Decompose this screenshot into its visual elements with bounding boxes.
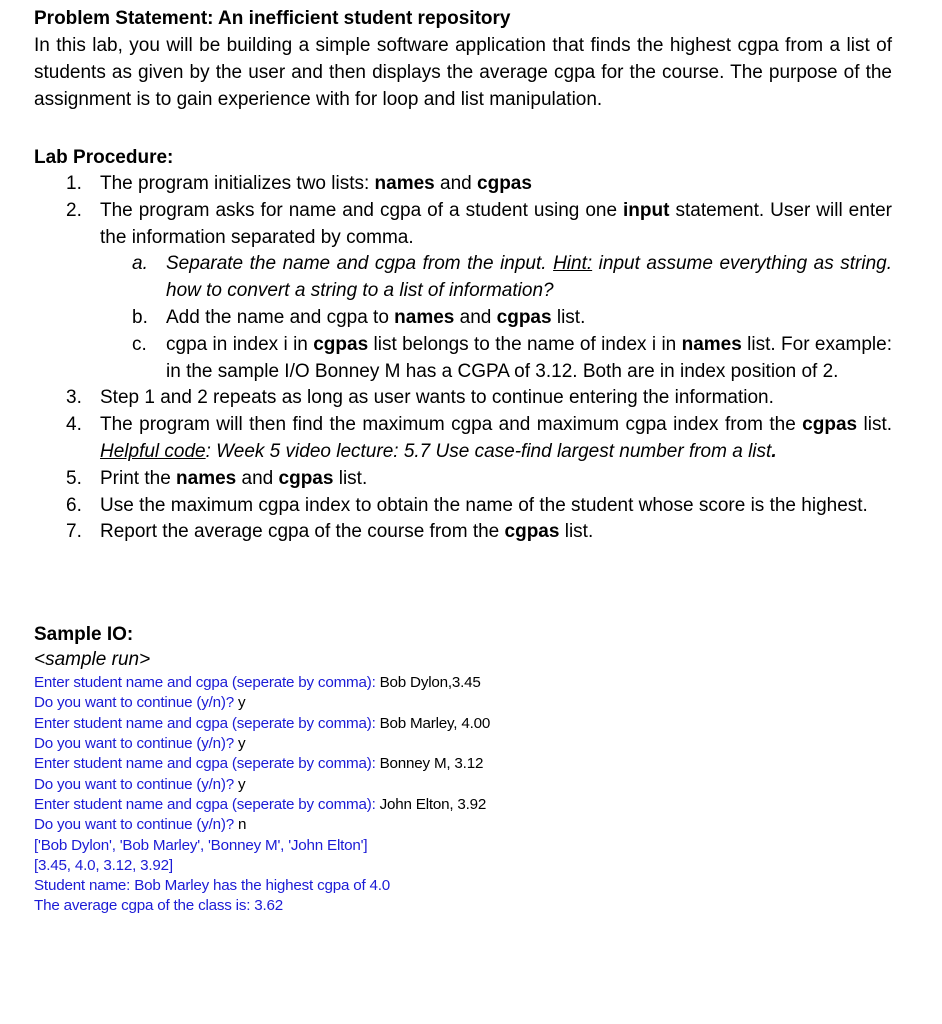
step-text: Step 1 and 2 repeats as long as user wants to continue entering the information.	[100, 387, 774, 409]
step-text: list.	[857, 414, 892, 436]
bold-term: input	[623, 199, 670, 221]
bold-term: cgpas	[477, 173, 532, 194]
bold-term: names	[374, 173, 435, 194]
step-2-substeps	[100, 251, 892, 385]
step-text: list.	[333, 467, 368, 489]
substep-text: cgpa in index i in	[166, 333, 314, 355]
io-answer: y	[238, 775, 246, 793]
io-answer: y	[238, 694, 246, 712]
step-4	[34, 412, 892, 466]
problem-text: In this lab, you will be building a simple software application that finds the highest cgpa from a list of students as given by the user and then displays the average cgpa for the course. The purpose of the assignment is to gain experience with for loop and list manipulation.	[34, 35, 892, 110]
substep-text: and	[454, 306, 497, 328]
io-output: ['Bob Dylon', 'Bob Marley', 'Bonney M', 'John Elton']	[34, 836, 368, 854]
substep-number: a.	[132, 253, 148, 275]
io-output: [3.45, 4.0, 3.12, 3.92]	[34, 856, 173, 874]
io-line	[34, 876, 892, 896]
bold-term: names	[681, 333, 742, 355]
io-prompt: Enter student name and cgpa (seperate by comma):	[34, 795, 380, 813]
procedure-list	[34, 171, 892, 546]
substep-text: Add the name and cgpa to	[166, 306, 395, 328]
step-text: .	[771, 440, 777, 462]
bold-term: names	[176, 467, 237, 489]
step-text: : Week 5 video lecture: 5.7 Use case-find largest number from a list	[205, 440, 772, 462]
substep-text: Separate the name and cgpa from the input.	[166, 253, 554, 275]
io-answer: John Elton, 3.92	[379, 795, 487, 813]
substep-number: c.	[132, 333, 147, 355]
substep-c	[100, 332, 892, 386]
io-prompt: Do you want to continue (y/n)?	[34, 775, 239, 793]
io-line	[34, 754, 892, 774]
substep-a	[100, 251, 892, 305]
io-answer: Bob Marley, 4.00	[379, 714, 491, 732]
step-text: list.	[559, 521, 594, 543]
hint-label: Hint:	[553, 253, 593, 275]
bold-term: cgpas	[313, 333, 369, 355]
step-number: 2.	[66, 199, 82, 221]
step-text: and	[434, 173, 478, 194]
io-line	[34, 836, 892, 856]
io-line	[34, 693, 892, 713]
io-output: Student name: Bob Marley has the highest cgpa of 4.0	[34, 877, 391, 895]
io-prompt: Do you want to continue (y/n)?	[34, 694, 239, 712]
step-7	[34, 519, 892, 546]
document-page	[34, 6, 892, 917]
lab-procedure-title: Lab Procedure:	[34, 147, 174, 168]
step-6	[34, 493, 892, 520]
step-3	[34, 385, 892, 412]
io-prompt: Enter student name and cgpa (seperate by comma):	[34, 714, 380, 732]
sample-io-title: Sample IO:	[34, 624, 134, 646]
substep-text: input assume everything as string. how to convert a string to a list of information?	[166, 253, 892, 302]
sample-io-console	[34, 673, 892, 917]
step-text: The program will then find the maximum cgpa and maximum cgpa index from the	[100, 414, 803, 436]
problem-title: Problem Statement: An inefficient student repository	[34, 8, 511, 29]
step-number: 4.	[66, 414, 82, 436]
sample-run-label: <sample run>	[34, 649, 151, 671]
substep-number: b.	[132, 306, 148, 328]
io-answer: y	[238, 735, 246, 753]
substep-text: list.	[551, 306, 586, 328]
substep-text: list. For example: in the sample I/O Bonney M has a CGPA of 3.12. Both are in index position of 2.	[166, 333, 892, 382]
io-answer: Bob Dylon,3.45	[379, 674, 481, 692]
io-prompt: Do you want to continue (y/n)?	[34, 735, 239, 753]
bold-term: names	[394, 306, 455, 328]
io-line	[34, 673, 892, 693]
step-text: statement. User will enter the information separated by comma.	[100, 199, 892, 248]
step-text: The program initializes two lists:	[100, 173, 375, 194]
step-number: 1.	[66, 173, 82, 194]
step-5	[34, 466, 892, 493]
bold-term: cgpas	[278, 467, 334, 489]
step-2	[34, 198, 892, 386]
io-line	[34, 795, 892, 815]
step-number: 7.	[66, 521, 82, 543]
bold-term: cgpas	[496, 306, 552, 328]
step-number: 5.	[66, 467, 82, 489]
substep-text: list belongs to the name of index i in	[368, 333, 682, 355]
io-prompt: Do you want to continue (y/n)?	[34, 816, 239, 834]
io-answer: n	[238, 816, 247, 834]
step-number: 3.	[66, 387, 82, 409]
io-line	[34, 896, 892, 916]
bold-term: cgpas	[802, 414, 858, 436]
io-line	[34, 775, 892, 795]
substep-b	[100, 305, 892, 332]
step-text: The program asks for name and cgpa of a student using one	[100, 199, 624, 221]
io-line	[34, 856, 892, 876]
helpful-code-label: Helpful code	[100, 440, 206, 462]
io-output: The average cgpa of the class is: 3.62	[34, 897, 284, 915]
io-line	[34, 714, 892, 734]
step-text: Report the average cgpa of the course from the	[100, 521, 505, 543]
io-line	[34, 734, 892, 754]
io-prompt: Enter student name and cgpa (seperate by comma):	[34, 755, 380, 773]
bold-term: cgpas	[504, 521, 560, 543]
step-text: Use the maximum cgpa index to obtain the name of the student whose score is the highest.	[100, 494, 868, 516]
io-line	[34, 815, 892, 835]
step-text: Print the	[100, 467, 177, 489]
step-text: and	[236, 467, 279, 489]
step-1	[34, 171, 892, 198]
io-prompt: Enter student name and cgpa (seperate by comma):	[34, 674, 380, 692]
step-number: 6.	[66, 494, 82, 516]
io-answer: Bonney M, 3.12	[379, 755, 484, 773]
